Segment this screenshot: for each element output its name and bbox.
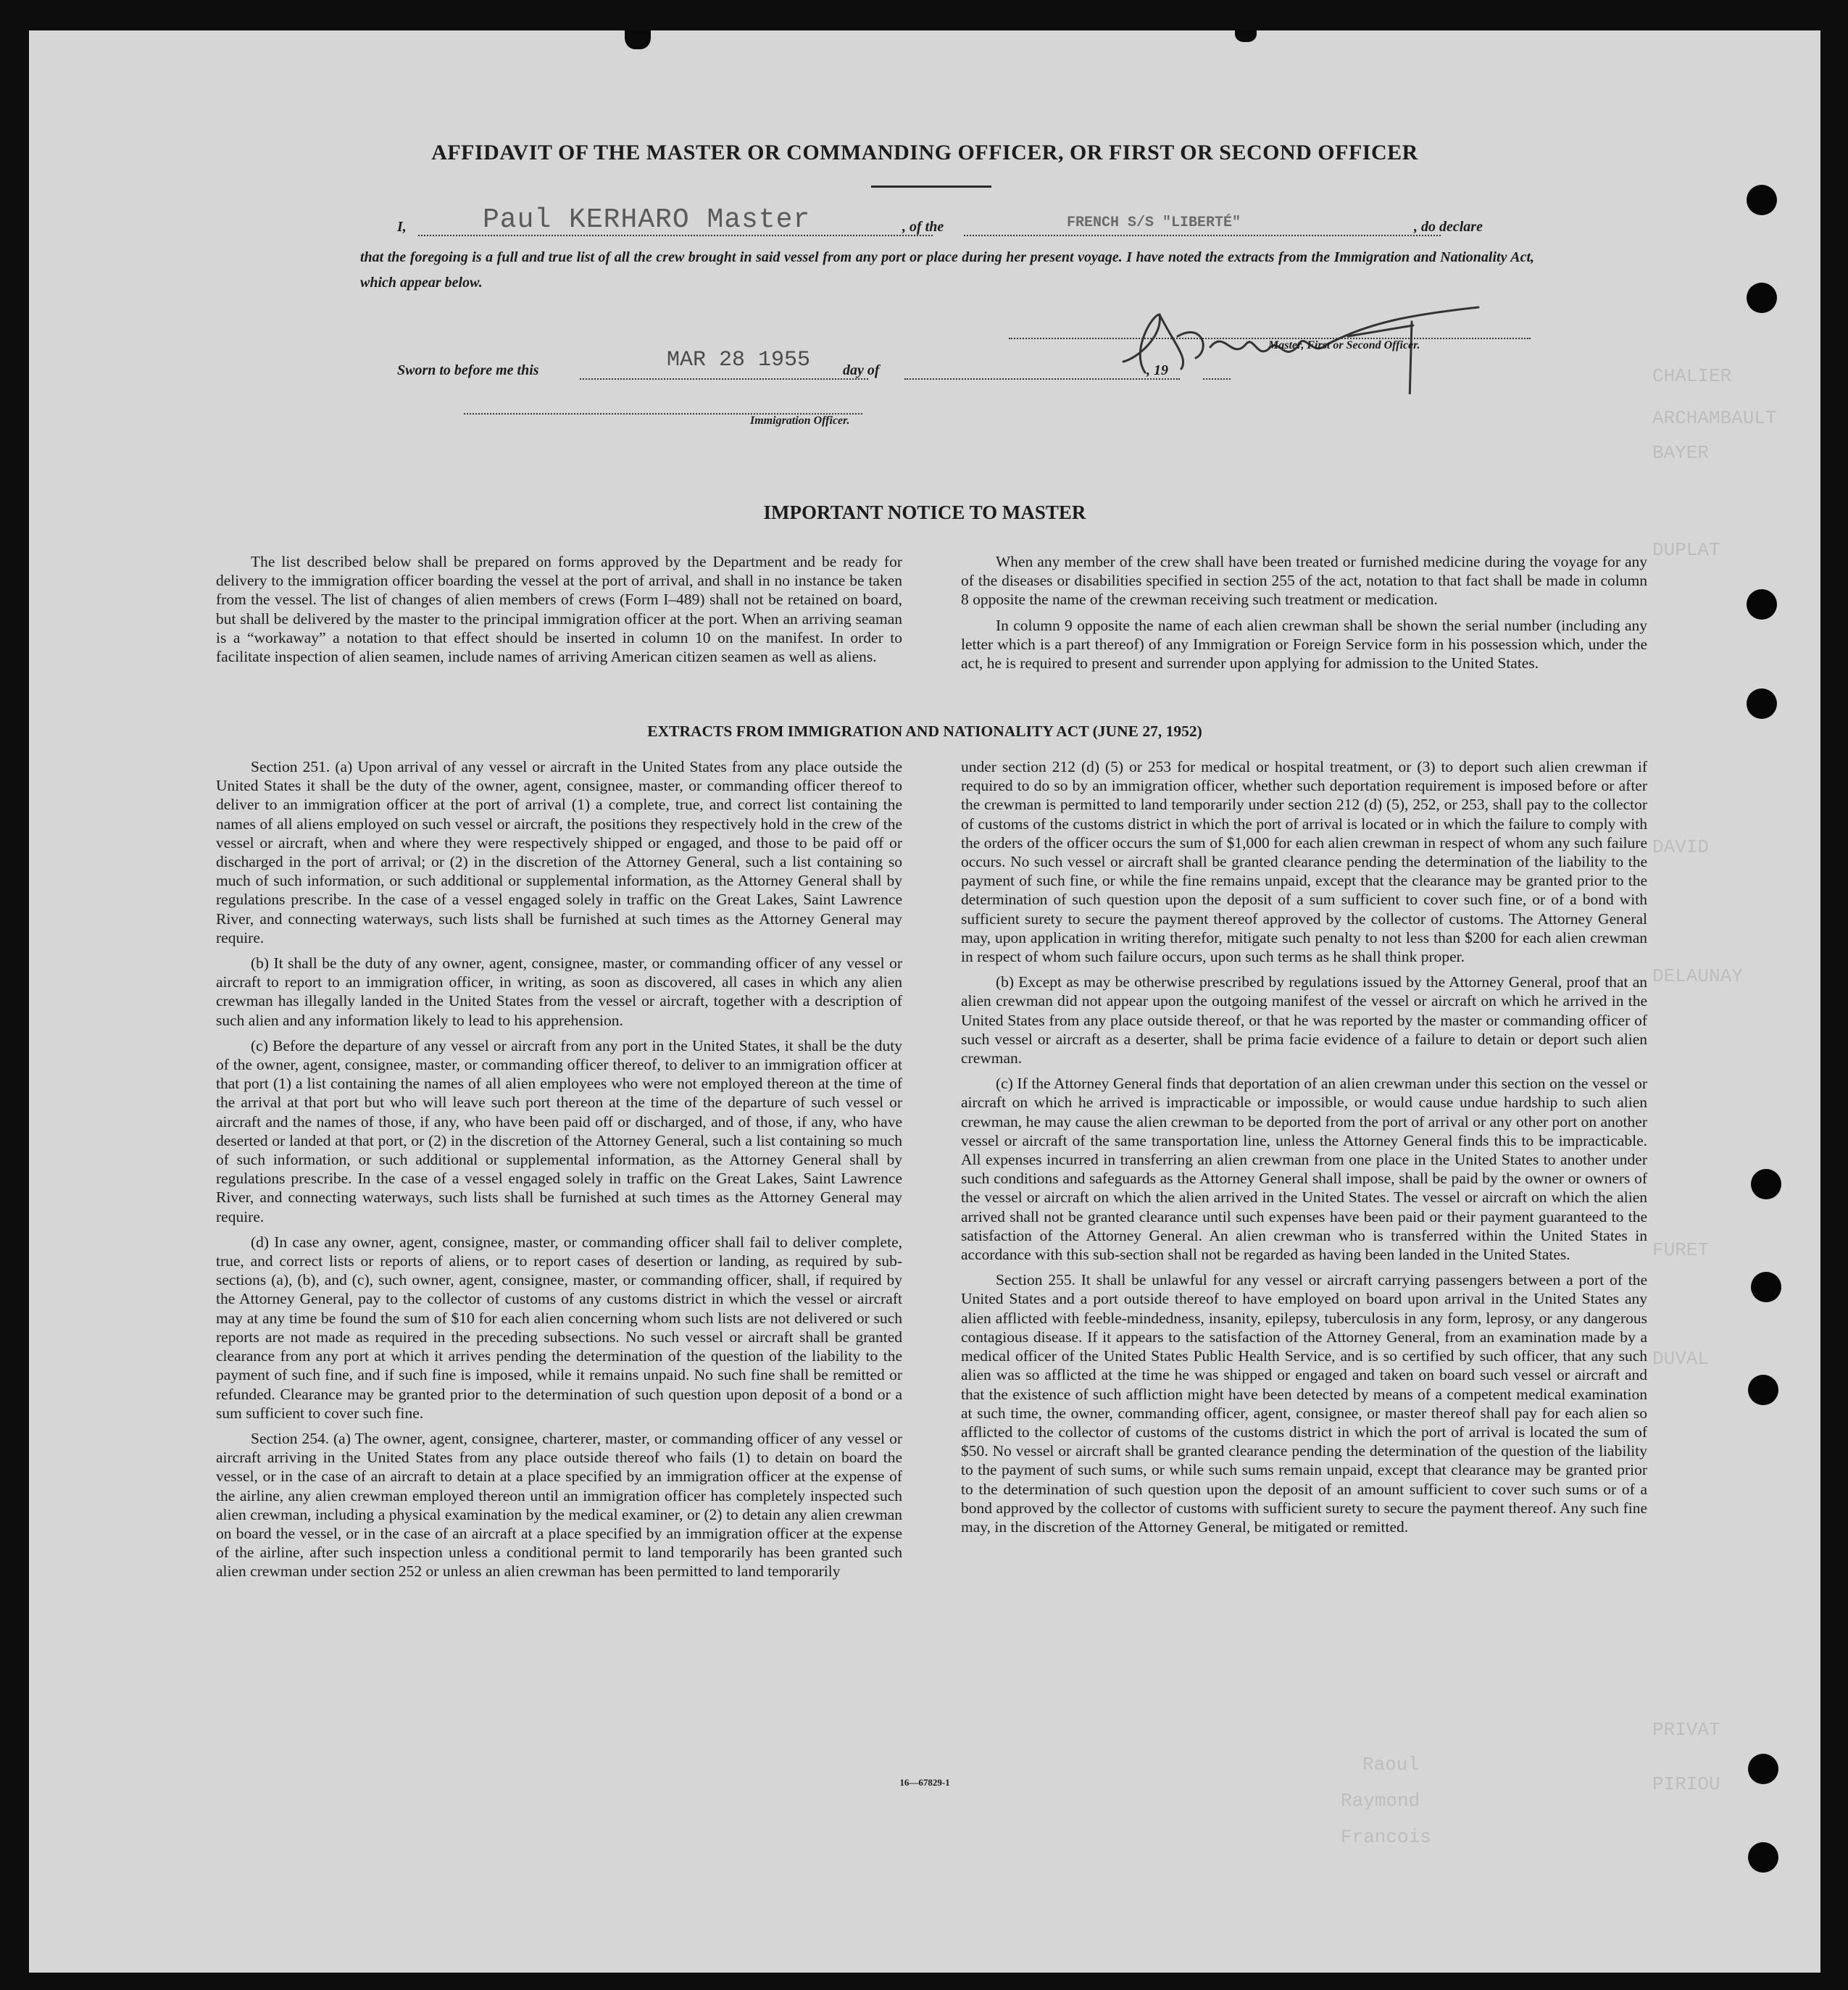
vessel-name: FRENCH S/S "LIBERTÉ" [1067,215,1241,231]
master-name: Paul KERHARO Master [483,204,811,236]
section-paragraph: Section 255. It shall be unlawful for any vessel or aircraft carrying passengers between a port of the United States and a port outside thereof to have employed on board upon arrival in the United States any alien afflicted with feeble-mindedness, insanity, epilepsy, tuberculosis in any form, leprosy, or any dangerous contagious disease. If it appears to the satisfaction of the Attorney General, from an examination made by a medical officer of the United States Public Health Service, and is so certified by such officer, that any such alien was so afflicted at the time he was shipped or engaged and taken on board such vessel or aircraft and that the existence of such affliction might have been detected by means of a competent medical examination at such time, the owner, commanding officer, agent, consignee, or master thereof shall pay for each alien so afflicted to the collector of customs of the customs district in which the port of arrival is located the sum of $50. No vessel or aircraft shall be granted clearance pending the determination of the question of the liability to the payment of such sums, or while such sums remain unpaid, except that clearance may be granted prior to the determination of such question upon the deposit of an amount sufficient to cover such sums or of a bond approved by the collector of customs with sufficient surety to secure the payment thereof. Any such fine may, in the discretion of the Attorney General, be mitigated or remitted. [961,1271,1647,1536]
sworn-label: Sworn to before me this [397,362,539,378]
binder-hole [1748,1842,1778,1873]
notice-right-paragraph: In column 9 opposite the name of each alien crewman shall be shown the serial number (including any letter which is a part thereof) of any Immigration or Foreign Service form in his possession which, under the act, he is required to present and surrender upon applying for admission to the United States. [961,616,1647,673]
affidavit-statement: that the foregoing is a full and true list of all the crew brought in said vessel from any port or place during her present voyage. I have noted the extracts from the Immigration and Nationality Act, which appear below. [360,249,1534,291]
day-of-line [904,378,1180,380]
section-paragraph: Section 254. (a) The owner, agent, consignee, charterer, master, or commanding officer of any vessel or aircraft arriving in the United States from any place outside thereof who fails (1) to detain on board the vessel, or in the case of an aircraft to detain at a place specified by an immigration officer at the expense of the airline, any alien crewman employed thereon until an immigration officer has completely inspected such alien crewman, including a physical examination by the medical examiner, or (2) to detain any alien crewman on board the vessel, or in the case of an aircraft at a place specified by an immigration officer at the expense of the airline, after such inspection unless a conditional permit to land temporarily has been granted such alien crewman under section 252 or unless an alien crewman has been permitted to land temporarily [216,1429,902,1581]
affidavit-title: AFFIDAVIT OF THE MASTER OR COMMANDING OFFICER, OR FIRST OR SECOND OFFICER [431,141,1418,165]
title-divider [871,186,991,188]
section-paragraph: (d) In case any owner, agent, consignee, master, or commanding officer shall fail to deliver complete, true, and correct lists or reports of aliens, or to report cases of desertion or landing, as required by sub-sections (a), (b), and (c), such owner, agent, consignee, master, or commanding officer, shall, if required by the Attorney General, pay to the collector of customs of any customs district in which the vessel or aircraft may at any time be found the sum of $10 for each alien concerning whom such lists are not delivered or such reports are not made as required in the preceding subsections. No such vessel or aircraft shall be granted clearance from any port at which it arrives pending the determination of the question of the liability to the payment of such fine, and if such fine is imposed, while it remains unpaid. No such fine shall be remitted or refunded. Clearance may be granted prior to the determination of such question upon deposit of a bond or a sum sufficient to cover such fine. [216,1233,902,1422]
i-label: I, [397,219,407,235]
extracts-right-column [961,757,1647,1543]
document-page [29,30,1820,1973]
ghost-name: Francois [1341,1826,1431,1848]
extracts-left-column [216,757,902,1588]
ghost-name: PIRIOU [1652,1773,1720,1795]
sworn-date: MAR 28 1955 [667,348,811,372]
ghost-name: DUVAL [1652,1348,1710,1370]
ink-blot [1235,30,1257,42]
declare-label: , do declare [1414,219,1483,235]
section-paragraph: (b) Except as may be otherwise prescribed by regulations issued by the Attorney General, proof that an alien crewman did not appear upon the outgoing manifest of the vessel or aircraft on which he arrived in the United States from any place outside thereof, or that he was reported by the master or commanding officer of such vessel or aircraft as a deserter, shall be prima facie evidence of a failure to detain or deport such alien crewman. [961,973,1647,1067]
extracts-title: EXTRACTS FROM IMMIGRATION AND NATIONALITY ACT (JUNE 27, 1952) [647,723,1202,740]
ghost-name: BAYER [1652,442,1710,464]
ink-blot [625,30,651,49]
section-paragraph: (b) It shall be the duty of any owner, agent, consignee, master, or commanding officer of any vessel or aircraft to report to an immigration officer, in writing, as soon as discovered, all cases in which any alien crewman has illegally landed in the United States from the vessel or aircraft, together with a description of such alien and any information likely to lead to his apprehension. [216,954,902,1029]
vessel-line [964,235,1441,236]
of-the-label: , of the [902,219,944,235]
section-paragraph: Section 251. (a) Upon arrival of any vessel or aircraft in the United States from any place outside the United States it shall be the duty of the owner, agent, consignee, master, or commanding officer thereof to deliver to an immigration officer at the port of arrival (1) a complete, true, and correct list containing the names of all aliens employed on such vessel or aircraft, the positions they respectively hold in the crew of the vessel or aircraft, when and where they were respectively shipped or engaged, and those to be paid off or discharged in the port of arrival; or (2) in the discretion of the Attorney General, such a list containing so much of such information, or such additional or supplemental information, as the Attorney General shall by regulations prescribe. In the case of a vessel engaged solely in traffic on the Great Lakes, Saint Lawrence River, and connecting waterways, such lists shall be furnished at such times as the Attorney General may require. [216,758,902,946]
binder-hole [1747,185,1777,215]
binder-hole [1748,1375,1778,1405]
ghost-name: Raoul [1362,1754,1420,1775]
notice-right-column [961,552,1647,679]
binder-hole [1747,688,1777,719]
notice-left-paragraph: The list described below shall be prepared on forms approved by the Department and be ready for delivery to the immigration officer boarding the vessel at the port of arrival, and shall in no instance be taken from the vessel. The list of changes of alien members of crews (Form I–489) shall not be retained on board, but shall be delivered by the master to the principal immigration officer at the port. When an arriving seaman is a “workaway” a notation to that effect should be inserted in column 10 on the manifest. In order to facilitate inspection of alien seamen, include names of arriving American citizen seamen as well as aliens. [216,553,902,666]
signature-caption: Master, First or Second Officer. [1268,339,1420,351]
ghost-name: DUPLAT [1652,539,1720,561]
ghost-name: DAVID [1652,836,1710,858]
ghost-name: CHALIER [1652,365,1732,387]
binder-hole [1747,283,1777,313]
ghost-name: ARCHAMBAULT [1652,407,1777,429]
section-paragraph: under section 212 (d) (5) or 253 for medical or hospital treatment, or (3) to deport such alien crewman if required to do so by an immigration officer, whether such deportation requirement is imposed before or after the crewman is permitted to land temporarily under section 212 (d) (5), 252, or 253, shall pay to the collector of customs of the customs district in which the port of arrival is located or in which the failure to comply with the orders of the officer occurs the sum of $1,000 for each alien crewman in respect of whom any such failure occurs. No such vessel or aircraft shall be granted clearance pending the determination of the liability to the payment of such fine, or while the fine remains unpaid, except that the clearance may be granted prior to the determination of such question upon the deposit of a sum sufficient to cover such fine, or of a bond with sufficient surety to secure the payment thereof approved by the collector of customs. The Attorney General may, upon application in writing therefor, mitigate such penalty to not less than $200 for each alien crewman in respect of whom such failure occurs, upon such terms as he shall think proper. [961,758,1647,966]
section-paragraph: (c) Before the departure of any vessel or aircraft from any port in the United States, it shall be the duty of the owner, agent, consignee, master, or commanding officer thereof, to deliver to an immigration officer at that port (1) a list containing the names of all alien employees who were not employed thereon at the time of the arrival at that port but who will leave such port thereon at the time of the departure of such vessel or aircraft and the names of those, if any, who have been paid off or discharged, and of those, if any, who have deserted or landed at that port, or (2) in the discretion of the Attorney General, such a list containing so much of such information, or such additional or supplemental information, as the Attorney General shall by regulations prescribe. In the case of a vessel engaged solely in traffic on the Great Lakes, Saint Lawrence River, and connecting waterways, such lists shall be furnished at such times as the Attorney General may require. [216,1036,902,1225]
notice-title: IMPORTANT NOTICE TO MASTER [763,501,1086,523]
day-of-label: day of [843,362,880,378]
year-line [1203,378,1231,380]
ghost-name: FURET [1652,1239,1710,1261]
binder-hole [1751,1169,1781,1199]
binder-hole [1747,589,1777,620]
form-code: 16—67829-1 [899,1777,950,1788]
ghost-name: Raymond [1341,1790,1420,1812]
notice-right-paragraph: When any member of the crew shall have been treated or furnished medicine during the voyage for any of the diseases or disabilities specified in section 255 of the act, notation to that fact shall be made in column 8 opposite the name of the crewman receiving such treatment or medication. [961,553,1647,609]
ghost-name: DELAUNAY [1652,965,1743,987]
year-label: , 19 [1146,362,1168,378]
officer-caption: Immigration Officer. [750,415,850,427]
notice-left-column [216,552,902,673]
sworn-date-line [580,378,868,380]
ghost-name: PRIVAT [1652,1719,1720,1741]
section-paragraph: (c) If the Attorney General finds that deportation of an alien crewman under this section on the vessel or aircraft on which he arrived is impracticable or impossible, or would cause undue hardship to such alien crewman, he may cause the alien crewman to be deported from the port of arrival or any other port on another vessel or aircraft of the same transportation line, unless the Attorney General finds this to be impracticable. All expenses incurred in transferring an alien crewman from one place in the United States to another under such conditions and safeguards as the Attorney General shall impose, shall be paid by the owner or owners of the vessel or aircraft on which the alien arrived in the United States. The vessel or aircraft on which the alien arrived shall not be granted clearance until such expenses have been paid or their payment guaranteed to the satisfaction of the Attorney General. An alien crewman who is transferred within the United States in accordance with this sub-section shall not be regarded as having been landed in the United States. [961,1075,1647,1264]
binder-hole [1751,1272,1781,1302]
